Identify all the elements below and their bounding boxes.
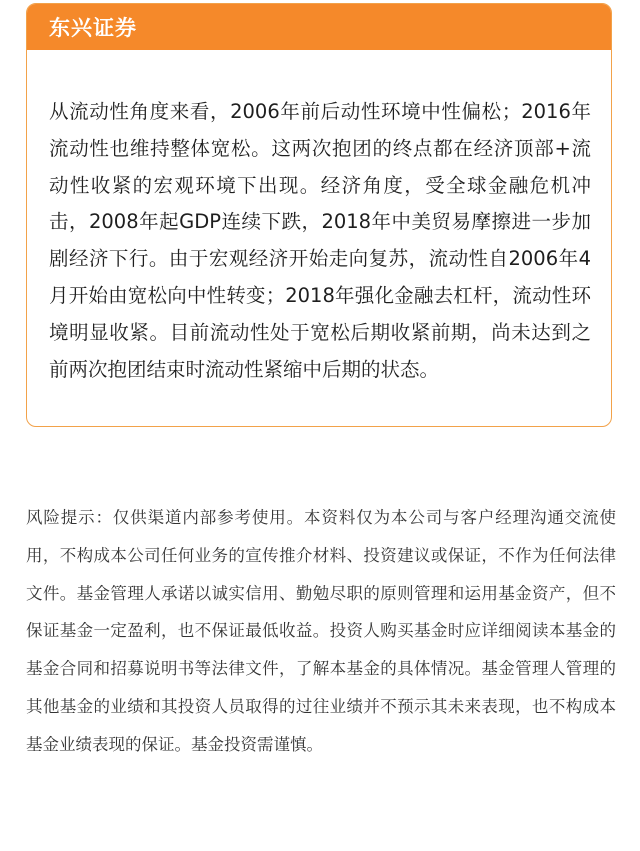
card-title: 东兴证券 (49, 16, 137, 40)
risk-disclaimer: 风险提示：仅供渠道内部参考使用。本资料仅为本公司与客户经理沟通交流使用，不构成本公司任何业务的宣传推介材料、投资建议或保证，不作为任何法律文件。基金管理人承诺以诚实信用、勤勉尽职的原则管理和运用基金资产，但不保证基金一定盈利，也不保证最低收益。投资人购买基金时应详细阅读本基金的基金合同和招募说明书等法律文件，了解本基金的具体情况。基金管理人管理的其他基金的业绩和其投资人员取得的过往业绩并不预示其未来表现，也不构成本基金业绩表现的保证。基金投资需谨慎。 (26, 508, 616, 754)
card-header (27, 4, 611, 50)
card-body-text: 从流动性角度来看，2006年前后动性环境中性偏松；2016年流动性也维持整体宽松。这两次抱团的终点都在经济顶部+流动性收紧的宏观环境下出现。经济角度，受全球金融危机冲击，2008年起GDP连续下跌，2018年中美贸易摩擦进一步加剧经济下行。由于宏观经济开始走向复苏，流动性自2006年4月开始由宽松向中性转变；2018年强化金融去杠杆，流动性环境明显收紧。目前流动性处于宽松后期收紧前期，尚未达到之前两次抱团结束时流动性紧缩中后期的状态。 (49, 100, 591, 381)
info-card (26, 3, 612, 427)
